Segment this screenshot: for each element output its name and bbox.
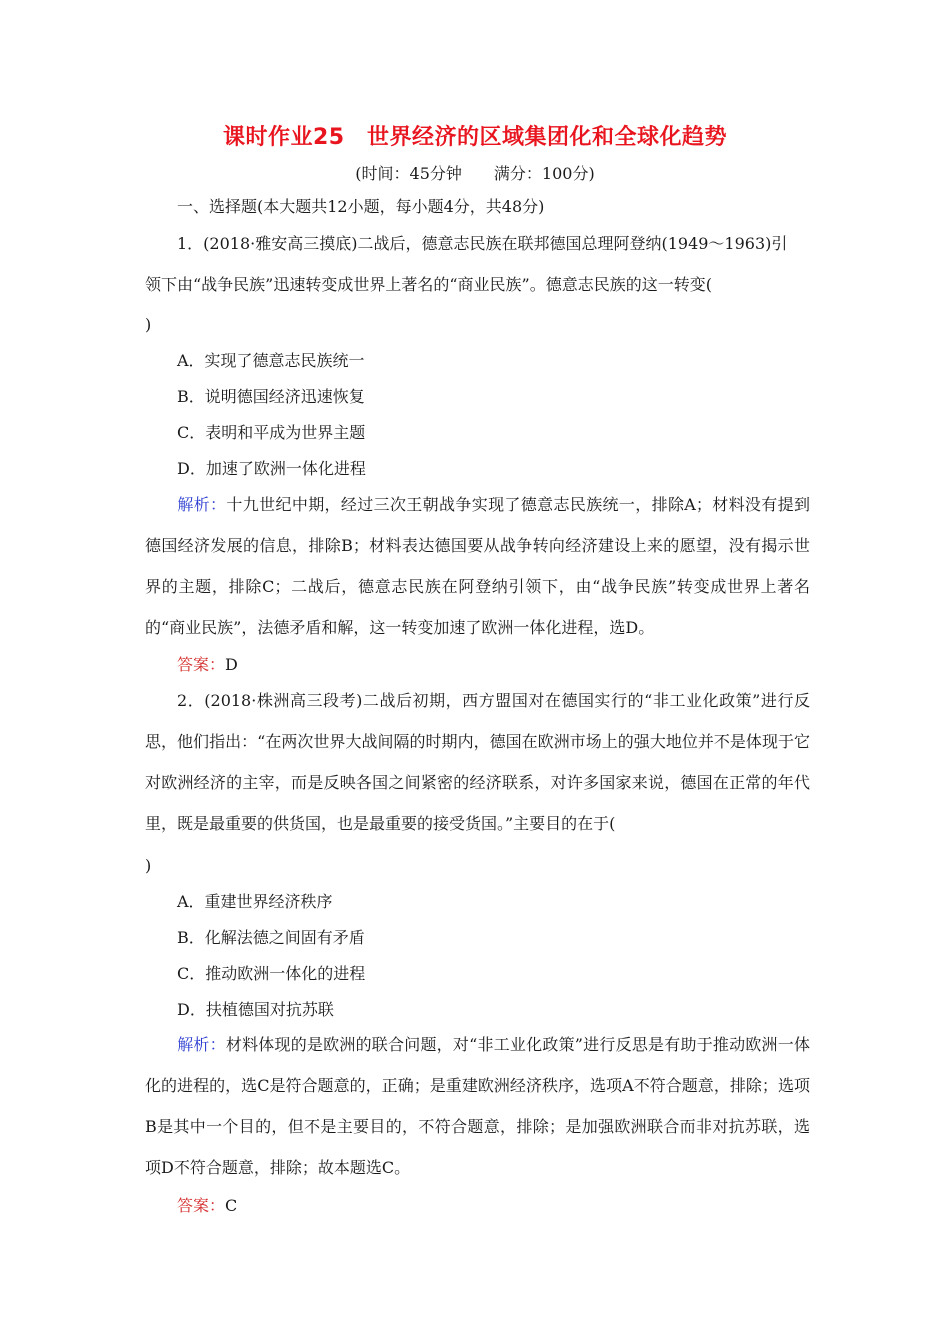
answer-value: C [225,1196,238,1215]
answer-value: D [225,655,238,674]
question-2-stem-text: 2．(2018·株洲高三段考)二战后初期，西方盟国对在德国实行的“非工业化政策”进行反思，他们指出：“在两次世界大战间隔的时期内，德国在欧洲市场上的强大地位并不是体现于它对欧洲经济的主宰，而是反映各国之间紧密的经济联系，对许多国家来说，德国在正常的年代里，既是最重要的供货国，也是最重要的接受货国。”主要目的在于( [145,691,810,833]
question-2-option-a: A．重建世界经济秩序 [177,892,333,911]
analysis-label: 解析： [177,495,227,514]
question-2-stem-end: ) [145,856,152,875]
question-2-option-c: C．推动欧洲一体化的进程 [177,964,366,983]
exam-meta: (时间：45分钟 满分：100分) [355,164,595,183]
question-1-answer [177,654,238,676]
question-1-option-c: C．表明和平成为世界主题 [177,423,366,442]
question-1-stem-line-3: ) [145,315,152,334]
analysis-text: 材料体现的是欧洲的联合问题，对“非工业化政策”进行反思是有助于推动欧洲一体化的进程的，选C是符合题意的，正确；是重建欧洲经济秩序，选项A不符合题意，排除；选项B是其中一个目的，但不是主要目的，不符合题意，排除；是加强欧洲联合而非对抗苏联，选项D不符合题意，排除；故本题选C。 [145,1035,810,1177]
section-heading: 一、选择题(本大题共12小题，每小题4分，共48分) [177,197,545,216]
question-1-analysis [145,484,810,648]
question-1-stem-line-1: 1．(2018·雅安高三摸底)二战后，德意志民族在联邦德国总理阿登纳(1949～1963)引 [177,234,788,253]
question-2-analysis [145,1024,810,1188]
question-2-stem [145,680,810,844]
question-1-option-b: B．说明德国经济迅速恢复 [177,387,365,406]
question-1-option-a: A．实现了德意志民族统一 [177,351,365,370]
answer-label: 答案： [177,655,226,674]
analysis-text: 十九世纪中期，经过三次王朝战争实现了德意志民族统一，排除A；材料没有提到德国经济发展的信息，排除B；材料表达德国要从战争转向经济建设上来的愿望，没有揭示世界的主题，排除C；二战后，德意志民族在阿登纳引领下，由“战争民族”转变成世界上著名的“商业民族”，法德矛盾和解，这一转变加速了欧洲一体化进程，选D。 [145,495,810,637]
page-title: 课时作业25 世界经济的区域集团化和全球化趋势 [222,125,728,150]
question-2-option-d: D．扶植德国对抗苏联 [177,1000,334,1019]
answer-label: 答案： [177,1196,226,1215]
question-1-stem-line-2: 领下由“战争民族”迅速转变成世界上著名的“商业民族”。德意志民族的这一转变( [145,275,712,294]
analysis-label: 解析： [177,1035,226,1054]
question-2-answer [177,1195,237,1217]
question-2-option-b: B．化解法德之间固有矛盾 [177,928,365,947]
question-1-option-d: D．加速了欧洲一体化进程 [177,459,366,478]
